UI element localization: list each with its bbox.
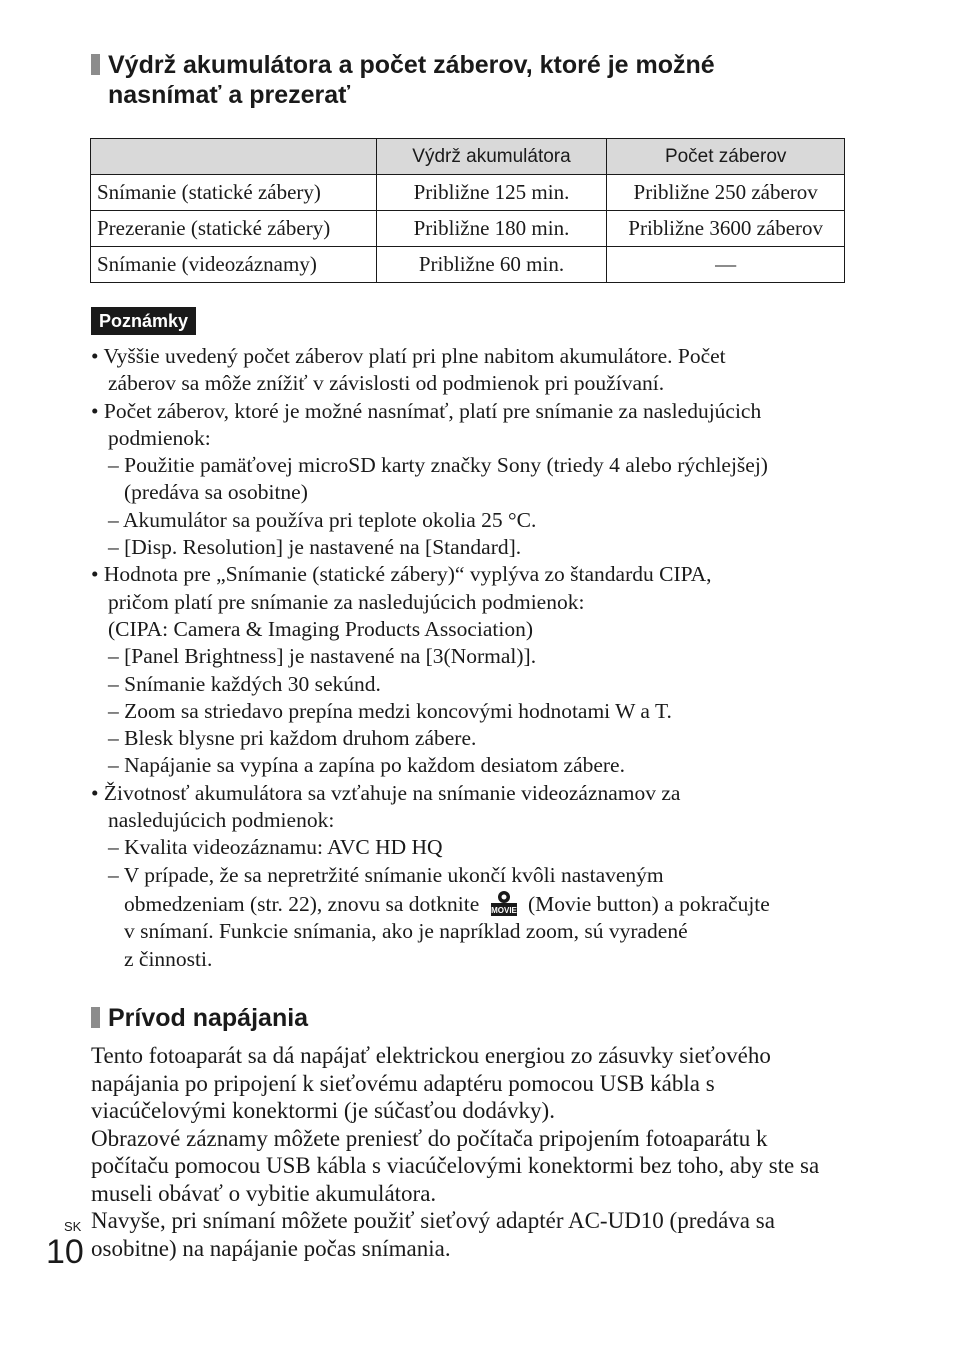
table-cell: Približne 250 záberov [607, 175, 845, 211]
table-cell: Približne 3600 záberov [607, 211, 845, 247]
table-cell: Prezeranie (statické zábery) [91, 211, 377, 247]
note-line: – [Panel Brightness] je nastavené na [3(Normal)]. [108, 644, 537, 669]
movie-icon-text: MOVIE [490, 905, 517, 915]
table-row [91, 247, 845, 283]
note-line: • Hodnota pre „Snímanie (statické zábery)“ vyplýva zo štandardu CIPA, pričom platí pre snímanie za nasledujúcich podmienok: (CIPA: Camera & Imaging Products Association) [91, 562, 712, 641]
note-line: – Snímanie každých 30 sekúnd. [108, 671, 381, 696]
notes-badge: Poznámky [91, 307, 196, 335]
note-line: • Vyššie uvedený počet záberov platí pri plne nabitom akumulátore. Počet záberov sa môže znížiť v závislosti od podmienok pri používaní. [91, 344, 726, 396]
section-marker-icon [91, 1007, 100, 1028]
movie-button-icon [487, 889, 521, 917]
note-line: – Kvalita videozáznamu: AVC HD HQ [108, 835, 443, 860]
note-line: – Použitie pamäťovej microSD karty značky Sony (triedy 4 alebo rýchlejšej) (predáva sa osobitne) [108, 453, 768, 505]
page-language: SK [64, 1219, 82, 1234]
paragraph: Obrazové záznamy môžete preniesť do počítača pripojením fotoaparátu k počítaču pomocou USB kábla s viacúčelovými konektormi bez toho, aby ste sa museli obávať o vybitie akumulátora. [91, 1125, 820, 1206]
section-title-battery: Výdrž akumulátora a počet záberov, ktoré je možné nasnímať a prezerať [91, 50, 715, 110]
note-line: • Počet záberov, ktoré je možné nasnímať, platí pre snímanie za nasledujúcich podmienok: [91, 398, 762, 450]
battery-table [90, 138, 845, 283]
table-cell: — [607, 247, 845, 283]
note-line: – Blesk blysne pri každom druhom zábere. [108, 726, 477, 751]
table-cell: Približne 60 min. [376, 247, 607, 283]
note-line: • Životnosť akumulátora sa vzťahuje na snímanie videozáznamov za nasledujúcich podmienok: [91, 780, 681, 833]
notes-list [91, 343, 851, 973]
note-line: – Napájanie sa vypína a zapína po každom desiatom zábere. [108, 753, 625, 778]
note-line: – Akumulátor sa používa pri teplote okolia 25 °C. [108, 507, 537, 532]
table-header-cell: Počet záberov [607, 139, 845, 175]
paragraph: Tento fotoaparát sa dá napájať elektrickou energiou zo zásuvky sieťového napájania po pripojení k sieťovému adaptéru pomocou USB kábla s viacúčelovými konektormi (je súčasťou dodávky). [91, 1043, 771, 1123]
page-number: 10 [46, 1233, 84, 1271]
section-marker-icon [91, 54, 100, 75]
table-header-cell: Výdrž akumulátora [376, 139, 607, 175]
paragraph: Navyše, pri snímaní môžete použiť sieťový adaptér AC-UD10 (predáva sa osobitne) na napájanie počas snímania. [91, 1208, 775, 1261]
note-line: – V prípade, že sa nepretržité snímanie ukončí kvôli nastaveným obmedzeniam (str. 22), znovu sa dotknite MOVIE (Movie button) a pokračujte v snímaní. Funkcie snímania, ako je napríklad zoom, sú vyradené z činnosti. [108, 862, 770, 971]
table-cell: Približne 125 min. [376, 175, 607, 211]
table-cell: Snímanie (statické zábery) [91, 175, 377, 211]
table-header-row [91, 139, 845, 175]
note-line: – [Disp. Resolution] je nastavené na [Standard]. [108, 535, 522, 560]
table-header-cell [91, 139, 377, 175]
table-cell: Približne 180 min. [376, 211, 607, 247]
table-cell: Snímanie (videozáznamy) [91, 247, 377, 283]
table-row [91, 211, 845, 247]
section-title-power: Prívod napájania [91, 1003, 308, 1033]
note-line: – Zoom sa striedavo prepína medzi koncovými hodnotami W a T. [108, 698, 672, 723]
power-body [91, 1042, 851, 1262]
table-row [91, 175, 845, 211]
